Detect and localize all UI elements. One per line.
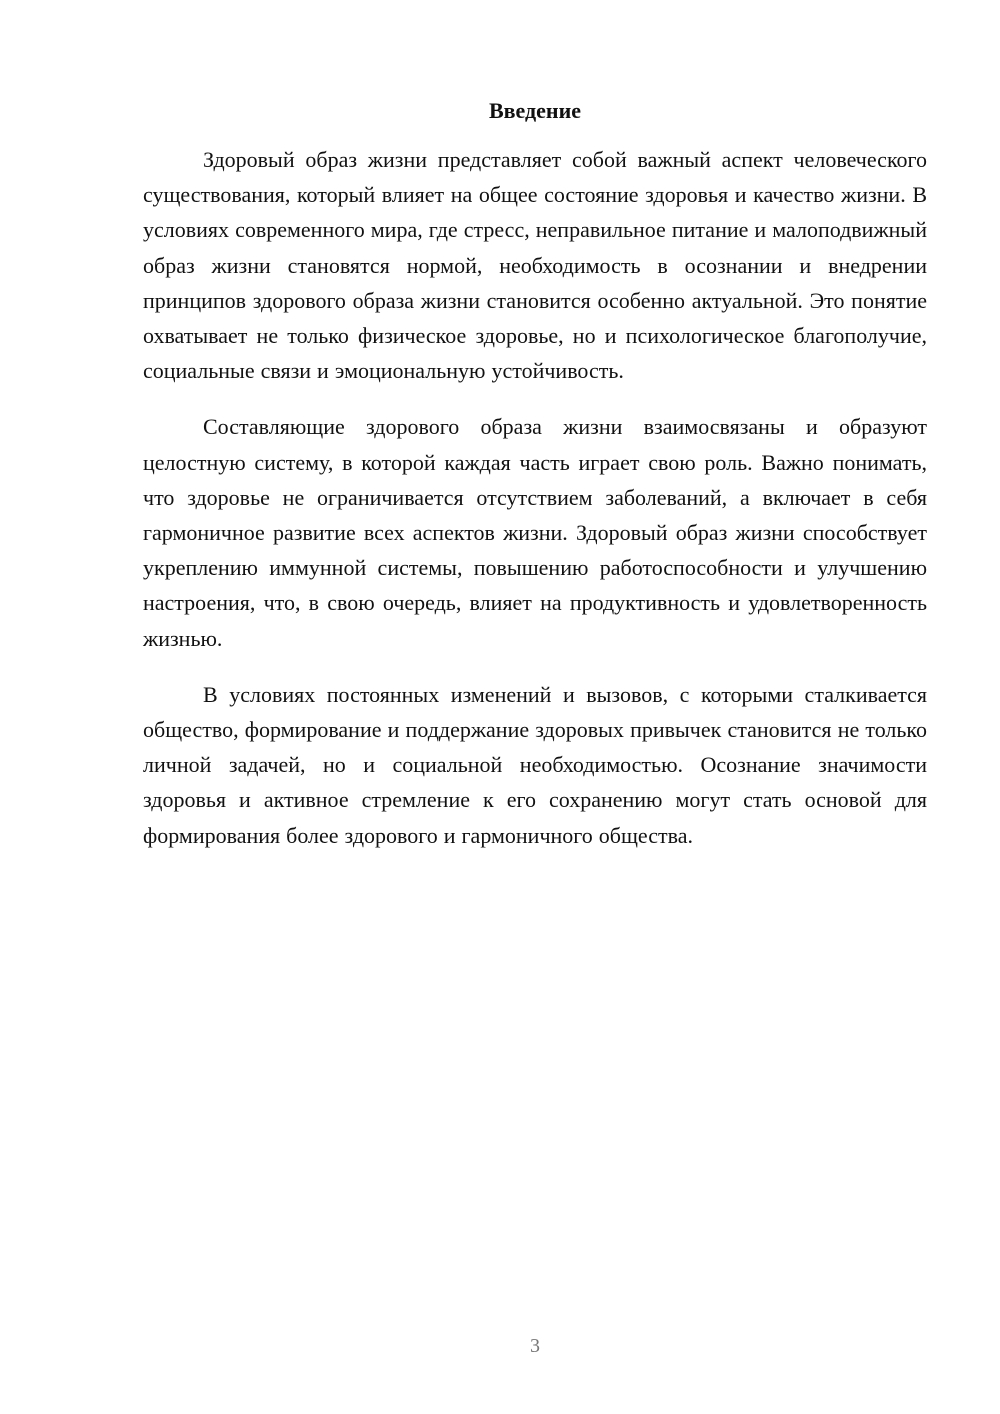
body-text: [143, 142, 927, 874]
paragraph-3: В условиях постоянных изменений и вызовов, с которыми сталкивается общество, формирование и поддержание здоровых привычек становится не только личной задачей, но и социальной необходимостью. Осознание значимости здоровья и активное стремление к его сохранению могут стать основой для формирования более здорового и гармоничного общества.: [143, 681, 927, 848]
page-title: Введение: [488, 98, 582, 123]
page-number: 3: [530, 1335, 540, 1357]
paragraph-2: Составляющие здорового образа жизни взаимосвязаны и образуют целостную систему, в которой каждая часть играет свою роль. Важно понимать, что здоровье не ограничивается отсутствием заболеваний, а включает в себя гармоничное развитие всех аспектов жизни. Здоровый образ жизни способствует укреплению иммунной системы, повышению работоспособности и улучшению настроения, что, в свою очередь, влияет на продуктивность и удовлетворенность жизнью.: [143, 414, 927, 651]
paragraph-1: Здоровый образ жизни представляет собой важный аспект человеческого существования, который влияет на общее состояние здоровья и качество жизни. В условиях современного мира, где стресс, неправильное питание и малоподвижный образ жизни становятся нормой, необходимость в осознании и внедрении принципов здорового образа жизни становится особенно актуальной. Это понятие охватывает не только физическое здоровье, но и психологическое благополучие, социальные связи и эмоциональную устойчивость.: [143, 147, 927, 384]
